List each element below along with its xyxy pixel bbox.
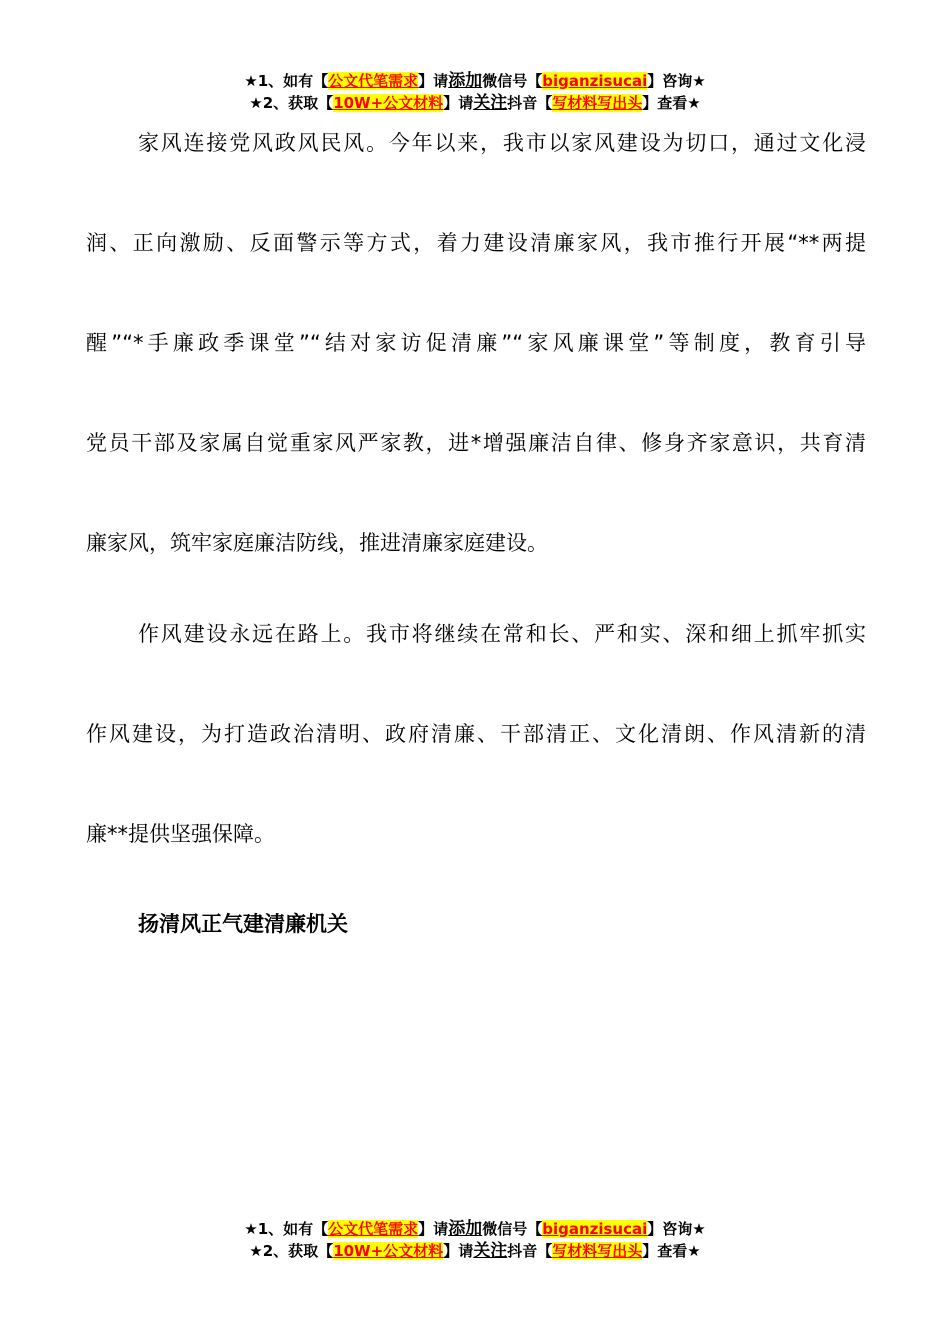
header-promo-line-1: ★1、如有【公文代笔需求】请添加微信号【biganzisucai】咨询★ bbox=[244, 71, 706, 91]
body-paragraph-2: 作风建设永远在路上。我市将继续在常和长、严和实、深和细上抓牢抓实 作风建设，为打造政治清明、政府清廉、干部清正、文化清朗、作风清新的清 廉**提供坚强保障。 bbox=[86, 622, 866, 846]
body-paragraph-1: 家风连接党风政风民风。今年以来，我市以家风建设为切口，通过文化浸 润、正向激励、反面警示等方式，着力建设清廉家风，我市推行开展“**两提 醒”“*手廉政季课堂”“结对家访促清廉”“家风廉课堂”等制度，教育引导 党员干部及家属自觉重家风严家教，进*增强廉洁自律、修身齐家意识，共育清 廉家风，筑牢家庭廉洁防线，推进清廉家庭建设。 bbox=[86, 131, 866, 555]
footer-promo-line-2: ★2、获取【10W+公文材料】请关注抖音【写材料写出头】查看★ bbox=[249, 1241, 701, 1261]
footer-service-highlight: 公文代笔需求 bbox=[328, 1220, 419, 1238]
footer-wechat-id: biganzisucai bbox=[542, 1220, 648, 1238]
header-materials-highlight: 10W+公文材料 bbox=[333, 94, 444, 112]
footer-promo-line-1: ★1、如有【公文代笔需求】请添加微信号【biganzisucai】咨询★ bbox=[244, 1219, 706, 1239]
section-heading: 扬清风正气建清廉机关 bbox=[138, 912, 348, 936]
footer-promo bbox=[0, 1218, 950, 1262]
header-wechat-id: biganzisucai bbox=[542, 72, 648, 90]
header-douyin-id: 写材料写出头 bbox=[552, 94, 643, 112]
header-service-highlight: 公文代笔需求 bbox=[328, 72, 419, 90]
footer-materials-highlight: 10W+公文材料 bbox=[333, 1242, 444, 1260]
header-promo bbox=[0, 70, 950, 114]
header-promo-line-2: ★2、获取【10W+公文材料】请关注抖音【写材料写出头】查看★ bbox=[249, 93, 701, 113]
footer-douyin-id: 写材料写出头 bbox=[552, 1242, 643, 1260]
